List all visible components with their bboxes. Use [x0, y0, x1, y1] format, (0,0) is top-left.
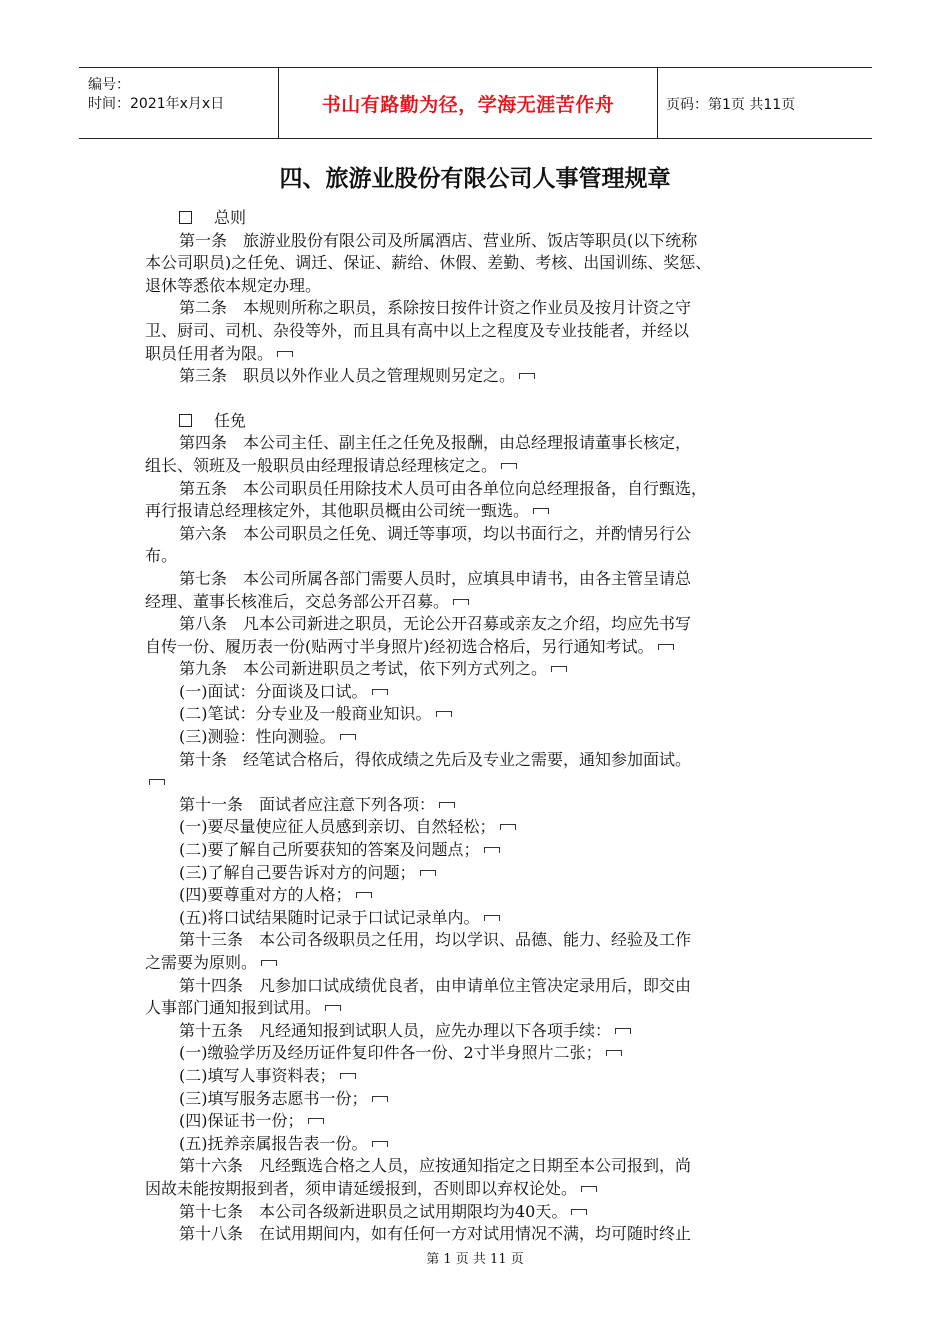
line-text: 之需要为原则。	[145, 953, 258, 972]
return-mark-icon	[356, 892, 372, 898]
return-mark-icon	[439, 802, 455, 808]
return-mark-icon	[308, 1118, 324, 1124]
header-motto-cell	[279, 68, 658, 138]
header-motto: 书山有路勤为径，学海无涯苦作舟	[321, 94, 615, 116]
return-mark-icon	[484, 847, 500, 853]
return-mark-icon	[581, 1186, 597, 1192]
line-text: 第四条 本公司主任、副主任之任免及报酬，由总经理报请董事长核定，	[179, 433, 692, 453]
line-text: 职员任用者为限。	[145, 343, 274, 363]
line-text: 再行报请总经理核定外，其他职员概由公司统一甄选。	[145, 501, 530, 521]
line-text: 第十八条 在试用期间内，如有任何一方对试用情况不满，均可随时终止	[179, 1224, 692, 1244]
line-text: (四)保证书一份；	[179, 1111, 304, 1131]
body-text-line	[145, 275, 815, 298]
return-mark-icon	[658, 644, 674, 650]
body-text-line	[145, 343, 815, 366]
line-text: 第七条 本公司所属各部门需要人员时，应填具申请书，由各主管呈请总	[179, 568, 692, 588]
return-mark-icon	[372, 689, 388, 695]
line-text: 第六条 本公司职员之任免、调迁等事项，均以书面行之，并酌情另行公	[179, 523, 692, 543]
body-text-line	[145, 230, 815, 253]
return-mark-icon	[340, 734, 356, 740]
document-title: 四、旅游业股份有限公司人事管理规章	[279, 166, 671, 192]
body-text-line	[145, 545, 815, 568]
line-text: 第三条 职员以外作业人员之管理规则另定之。	[179, 366, 516, 386]
return-mark-icon	[484, 915, 500, 921]
line-text: 任免	[214, 410, 247, 430]
checkbox-square-icon	[179, 414, 192, 427]
page-footer: 第 1 页 共 11 页	[426, 1252, 524, 1267]
return-mark-icon	[453, 599, 469, 605]
body-text-line	[145, 703, 815, 726]
line-text: 第十五条 凡经通知报到试职人员，应先办理以下各项手续：	[179, 1020, 612, 1040]
body-text-line	[145, 816, 815, 839]
body-text-line	[145, 591, 815, 614]
body-text-line	[145, 726, 815, 749]
line-text: (二)笔试：分专业及一般商业知识。	[179, 704, 432, 724]
line-text: 布。	[145, 546, 178, 566]
body-text-line	[145, 568, 815, 591]
line-text: 本公司职员)之任免、调迁、保证、薪给、休假、差勤、考核、出国训练、奖惩、	[145, 253, 712, 273]
section-heading	[145, 410, 815, 433]
return-mark-icon	[372, 1141, 388, 1147]
body-text-line	[145, 929, 815, 952]
line-text: (五)抚养亲属报告表一份。	[179, 1133, 368, 1153]
line-text: 第十四条 凡参加口试成绩优良者，由申请单位主管决定录用后，即交由	[179, 975, 692, 995]
body-text-line	[145, 297, 815, 320]
return-mark-icon	[340, 1073, 356, 1079]
line-text: (一)缴验学历及经历证件复印件各一份、2寸半身照片二张；	[179, 1043, 602, 1063]
line-text: 第八条 凡本公司新进之职员，无论公开召募或亲友之介绍，均应先书写	[179, 614, 692, 634]
line-text: (二)要了解自己所要获知的答案及问题点；	[179, 840, 480, 860]
line-text: 经理、董事长核准后，交总务部公开召募。	[145, 591, 450, 611]
line-text: 第一条 旅游业股份有限公司及所属酒店、营业所、饭店等职员(以下统称	[179, 230, 698, 250]
line-text: (三)了解自己要告诉对方的问题；	[179, 862, 416, 882]
body-text-line	[145, 1020, 815, 1043]
line-text: (一)要尽量使应征人员感到亲切、自然轻松；	[179, 817, 496, 837]
body-text-line	[145, 884, 815, 907]
return-mark-icon	[261, 960, 277, 966]
body-text-line	[145, 658, 815, 681]
body-text-line	[145, 613, 815, 636]
return-mark-icon	[501, 463, 517, 469]
return-mark-icon	[571, 1209, 587, 1215]
body-text-line	[145, 252, 815, 275]
line-text: 第五条 本公司职员任用除技术人员可由各单位向总经理报备，自行甄选，	[179, 478, 708, 498]
line-text: (五)将口试结果随时记录于口试记录单内。	[179, 907, 480, 927]
line-text: 退休等悉依本规定办理。	[145, 275, 322, 295]
section-heading	[145, 207, 815, 230]
body-text-line	[145, 952, 815, 975]
body-text-line	[145, 862, 815, 885]
line-text: 第九条 本公司新进职员之考试，依下列方式列之。	[179, 659, 548, 679]
line-text: (一)面试：分面谈及口试。	[179, 681, 368, 701]
body-text-line	[145, 1155, 815, 1178]
line-text: 人事部门通知报到试用。	[145, 998, 322, 1018]
line-text: 因故未能按期报到者，须申请延缓报到，否则即以弃权论处。	[145, 1178, 578, 1198]
body-text-line	[145, 1065, 815, 1088]
body-text-line	[145, 1110, 815, 1133]
body-text-line	[145, 681, 815, 704]
body-text-line	[145, 997, 815, 1020]
return-mark-icon	[533, 508, 549, 514]
body-text-line	[145, 1201, 815, 1224]
body-text-line	[145, 975, 815, 998]
return-mark-icon	[500, 824, 516, 830]
line-text: 组长、领班及一般职员由经理报请总经理核定之。	[145, 455, 498, 475]
document-number-label: 编号：	[88, 77, 130, 93]
body-text-line	[145, 839, 815, 862]
return-mark-icon	[325, 1005, 341, 1011]
return-mark-icon	[551, 666, 567, 672]
line-text: 第十六条 凡经甄选合格之人员，应按通知指定之日期至本公司报到，尚	[179, 1156, 692, 1176]
line-text: 第二条 本规则所称之职员，系除按日按件计资之作业员及按月计资之守	[179, 298, 692, 318]
document-body	[145, 207, 815, 1246]
line-text: (三)填写服务志愿书一份；	[179, 1088, 368, 1108]
header-page-cell	[658, 68, 872, 138]
body-text-line	[145, 636, 815, 659]
return-mark-icon	[519, 373, 535, 379]
body-text-line	[145, 1042, 815, 1065]
return-mark-icon	[372, 1096, 388, 1102]
body-text-line	[145, 365, 815, 388]
return-mark-icon	[149, 779, 165, 785]
body-text-line	[145, 1133, 815, 1156]
body-text-line	[145, 794, 815, 817]
body-text-line	[145, 1088, 815, 1111]
line-text: (三)测验：性向测验。	[179, 727, 336, 747]
line-text: 第十一条 面试者应注意下列各项：	[179, 794, 436, 814]
body-text-line	[145, 478, 815, 501]
checkbox-square-icon	[179, 211, 192, 224]
body-text-line	[145, 500, 815, 523]
body-text-line	[145, 771, 815, 794]
header-meta-cell	[79, 68, 279, 138]
line-text: 第十三条 本公司各级职员之任用，均以学识、品德、能力、经验及工作	[179, 930, 692, 950]
body-text-line	[145, 432, 815, 455]
return-mark-icon	[615, 1028, 631, 1034]
line-text: (四)要尊重对方的人格；	[179, 885, 352, 905]
document-header	[79, 67, 872, 139]
body-text-line	[145, 320, 815, 343]
body-text-line	[145, 523, 815, 546]
body-text-line	[145, 749, 815, 772]
body-text-line	[145, 1223, 815, 1246]
return-mark-icon	[436, 711, 452, 717]
line-text: 自传一份、履历表一份(贴两寸半身照片)经初选合格后，另行通知考试。	[145, 636, 654, 656]
body-text-line	[145, 1178, 815, 1201]
line-text: 第十条 经笔试合格后，得依成绩之先后及专业之需要，通知参加面试。	[179, 749, 692, 769]
return-mark-icon	[420, 870, 436, 876]
body-text-line	[145, 907, 815, 930]
header-page-number: 页码：第1页 共11页	[666, 97, 796, 113]
line-text: (二)填写人事资料表；	[179, 1065, 336, 1085]
line-text: 总则	[214, 208, 247, 227]
line-text: 第十七条 本公司各级新进职员之试用期限均为40天。	[179, 1201, 568, 1221]
body-text-line	[145, 455, 815, 478]
return-mark-icon	[606, 1050, 622, 1056]
line-text: 卫、厨司、司机、杂役等外，而且具有高中以上之程度及专业技能者，并经以	[145, 320, 690, 340]
document-date-label: 时间：2021年x月x日	[88, 96, 225, 112]
return-mark-icon	[277, 351, 293, 357]
